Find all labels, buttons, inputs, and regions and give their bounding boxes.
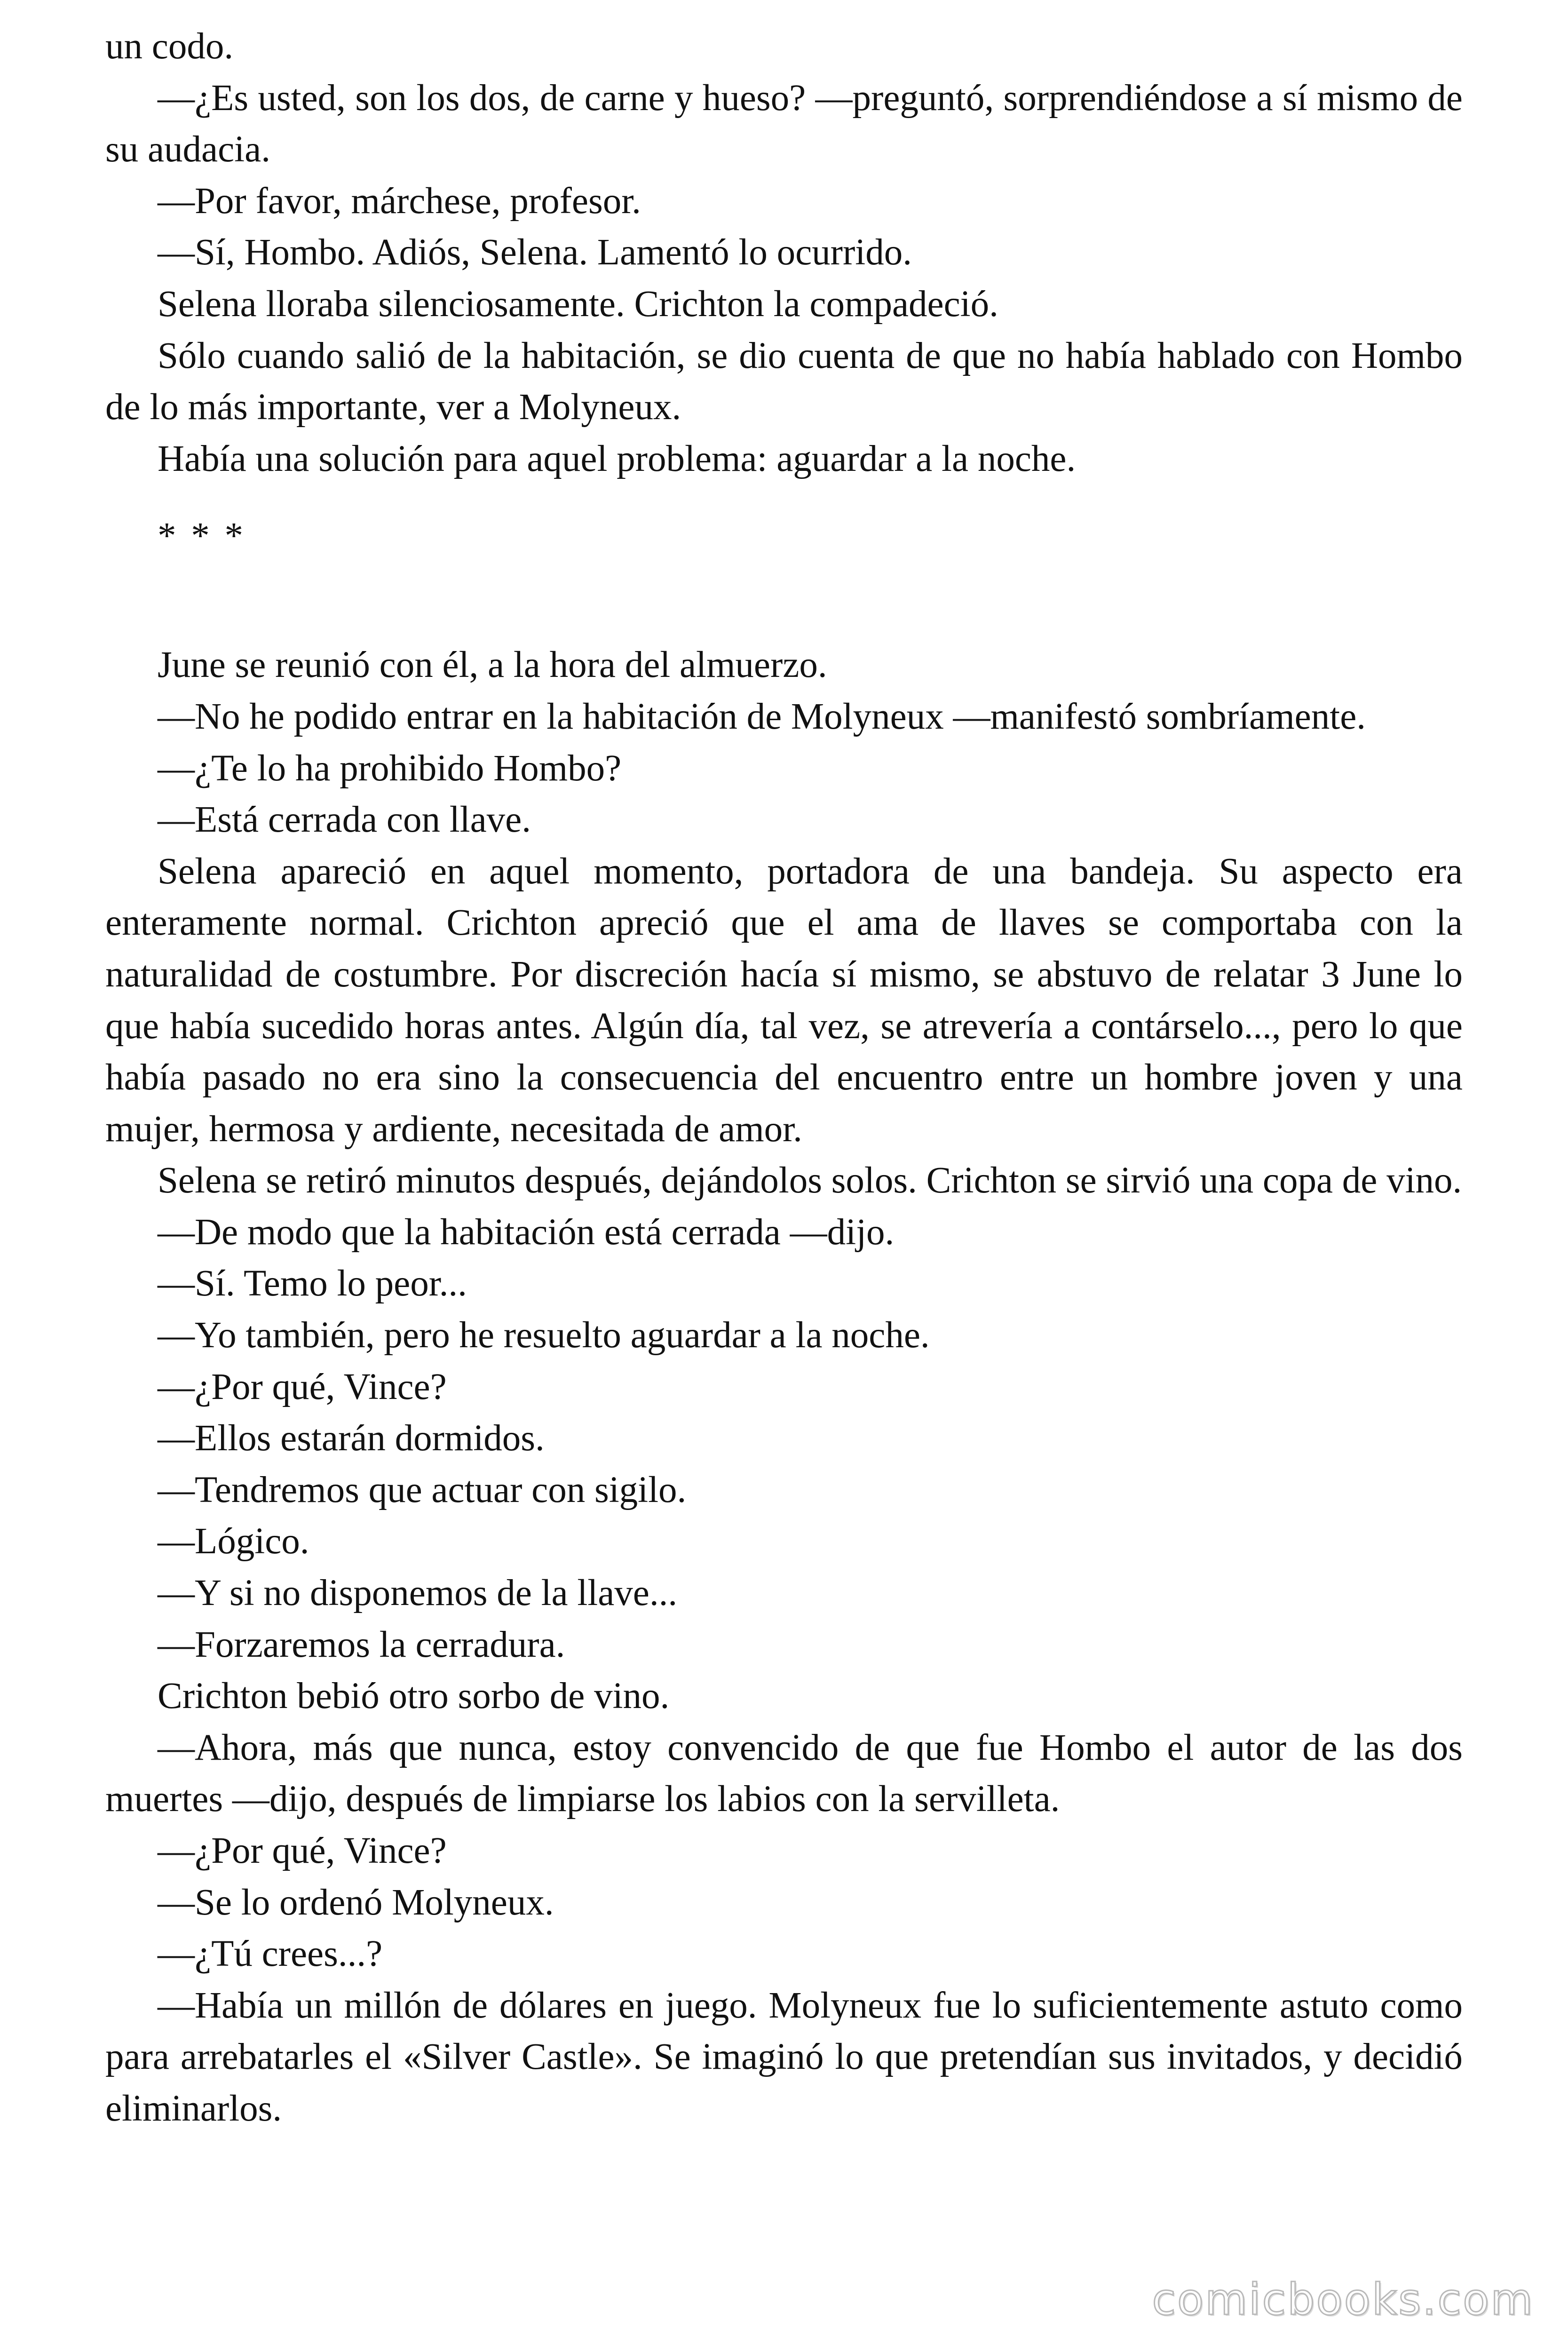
paragraph: —¿Te lo ha prohibido Hombo? <box>158 747 622 789</box>
paragraph: —Forzaremos la cerradura. <box>158 1624 565 1665</box>
paragraph: —¿Tú crees...? <box>158 1933 383 1975</box>
paragraph: —Por favor, márchese, profesor. <box>158 180 641 222</box>
paragraph: —¿Por qué, Vince? <box>158 1366 447 1407</box>
paragraph: Había una solución para aquel problema: aguardar a la noche. <box>158 438 1076 479</box>
paragraph: —Ahora, más que nunca, estoy convencido de que fue Hombo el autor de las dos muertes —dijo, después de limpiarse los labios con la servilleta. <box>105 1727 1463 1820</box>
paragraph: Sólo cuando salió de la habitación, se dio cuenta de que no había hablado con Hombo de lo más importante, ver a Molyneux. <box>105 335 1463 428</box>
section-break: * * * <box>158 516 246 557</box>
paragraph: —¿Es usted, son los dos, de carne y hueso? —preguntó, sorprendiéndose a sí mismo de su audacia. <box>105 77 1463 170</box>
paragraph: —De modo que la habitación está cerrada —dijo. <box>158 1211 895 1253</box>
section-gap <box>105 588 1463 639</box>
paragraph: —Ellos estarán dormidos. <box>158 1418 545 1459</box>
paragraph: —¿Por qué, Vince? <box>158 1830 447 1871</box>
paragraph: June se reunió con él, a la hora del almuerzo. <box>158 644 827 686</box>
paragraph: —Yo también, pero he resuelto aguardar a la noche. <box>158 1315 930 1356</box>
paragraph: Selena se retiró minutos después, dejándolos solos. Crichton se sirvió una copa de vino. <box>158 1160 1462 1201</box>
watermark: comicbooks.com <box>1152 2274 1534 2325</box>
paragraph: —No he podido entrar en la habitación de Molyneux —manifestó sombríamente. <box>158 696 1366 737</box>
paragraph: —Tendremos que actuar con sigilo. <box>158 1469 687 1510</box>
paragraph: Crichton bebió otro sorbo de vino. <box>158 1676 670 1717</box>
paragraph: —Sí, Hombo. Adiós, Selena. Lamentó lo ocurrido. <box>158 232 912 273</box>
paragraph: —Lógico. <box>158 1521 309 1562</box>
paragraph: —Y si no disponemos de la llave... <box>158 1573 678 1614</box>
paragraph: —Está cerrada con llave. <box>158 799 531 841</box>
paragraph: Selena lloraba silenciosamente. Crichton la compadeció. <box>158 283 998 325</box>
paragraph: Selena apareció en aquel momento, portadora de una bandeja. Su aspecto era enteramente normal. Crichton apreció que el ama de llaves se comportaba con la naturalidad de costumbre. Por discreción hacía sí mismo, se abstuvo de relatar 3 June lo que había sucedido horas antes. Algún día, tal vez, se atrevería a contárselo..., pero lo que había pasado no era sino la consecuencia del encuentro entre un hombre joven y una mujer, hermosa y ardiente, necesitada de amor. <box>105 850 1463 1150</box>
page-text <box>105 21 1463 2135</box>
paragraph: —Sí. Temo lo peor... <box>158 1263 467 1304</box>
paragraph: —Se lo ordenó Molyneux. <box>158 1882 554 1923</box>
paragraph: un codo. <box>105 26 234 67</box>
paragraph: —Había un millón de dólares en juego. Molyneux fue lo suficientemente astuto como para arrebatarles el «Silver Castle». Se imaginó lo que pretendían sus invitados, y decidió eliminarlos. <box>105 1985 1463 2129</box>
